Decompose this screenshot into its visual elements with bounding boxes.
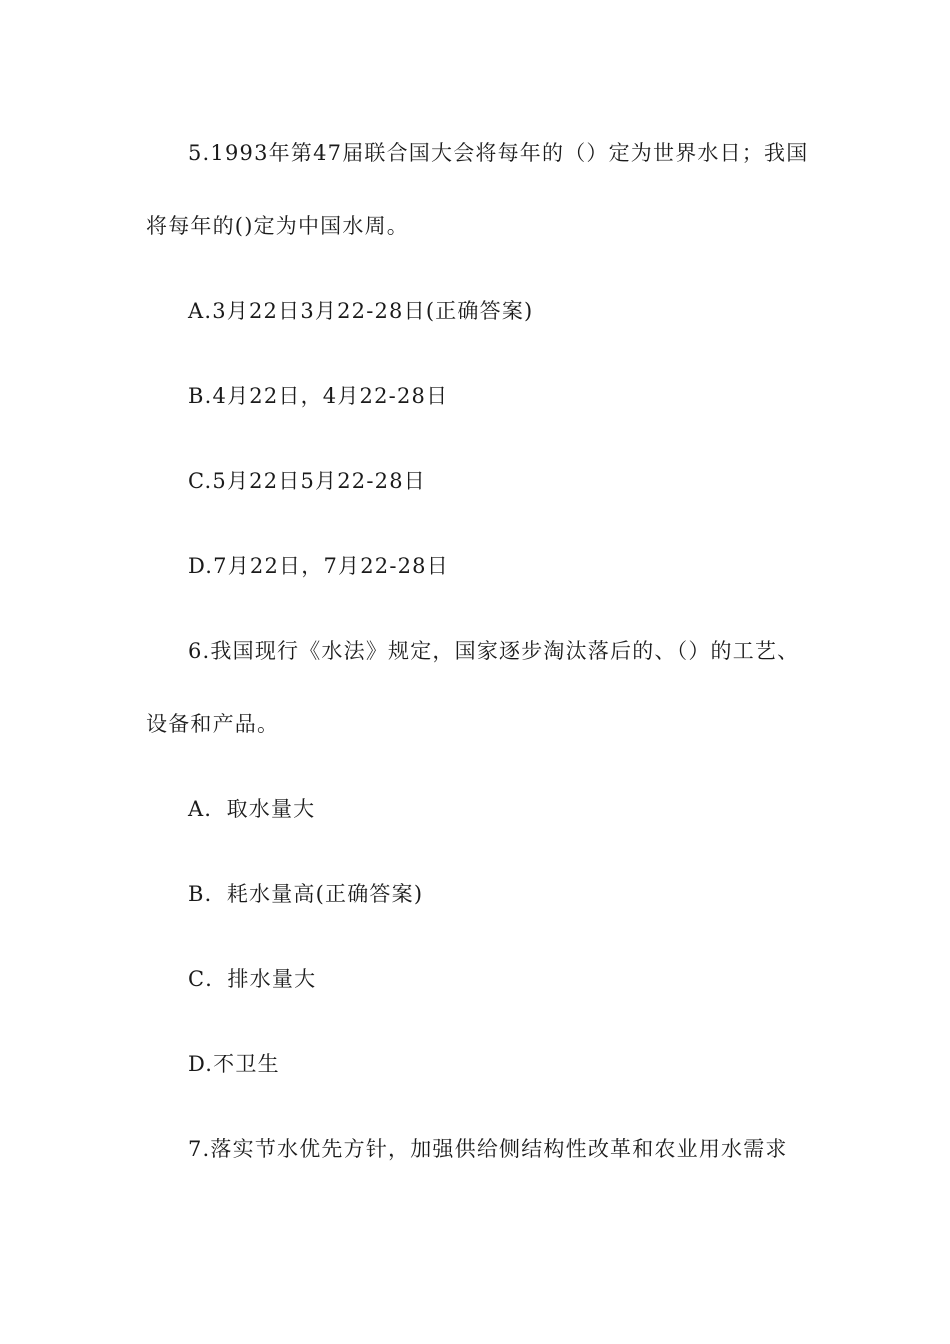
question-6-stem-line-1: 6.我国现行《水法》规定，国家逐步淘汰落后的、（）的工艺、 (188, 639, 800, 663)
question-5-option-d: D.7月22日，7月22-28日 (188, 554, 449, 578)
question-5-option-c: C.5月22日5月22-28日 (188, 469, 426, 493)
question-6-option-d: D.不卫生 (188, 1052, 280, 1076)
question-6-stem-line-2: 设备和产品。 (146, 712, 280, 736)
question-6-option-b: B．耗水量高(正确答案) (188, 882, 424, 906)
question-5-stem-line-1: 5.1993年第47届联合国大会将每年的（）定为世界水日；我国 (188, 141, 809, 165)
question-7-stem-line-1: 7.落实节水优先方针，加强供给侧结构性改革和农业用水需求 (188, 1137, 788, 1161)
question-5-option-a: A.3月22日3月22-28日(正确答案) (188, 299, 534, 323)
question-5-stem-line-2: 将每年的()定为中国水周。 (146, 214, 409, 238)
question-6-option-a: A．取水量大 (188, 797, 316, 821)
question-5-option-b: B.4月22日，4月22-28日 (188, 384, 449, 408)
question-6-option-c: C．排水量大 (188, 967, 317, 991)
